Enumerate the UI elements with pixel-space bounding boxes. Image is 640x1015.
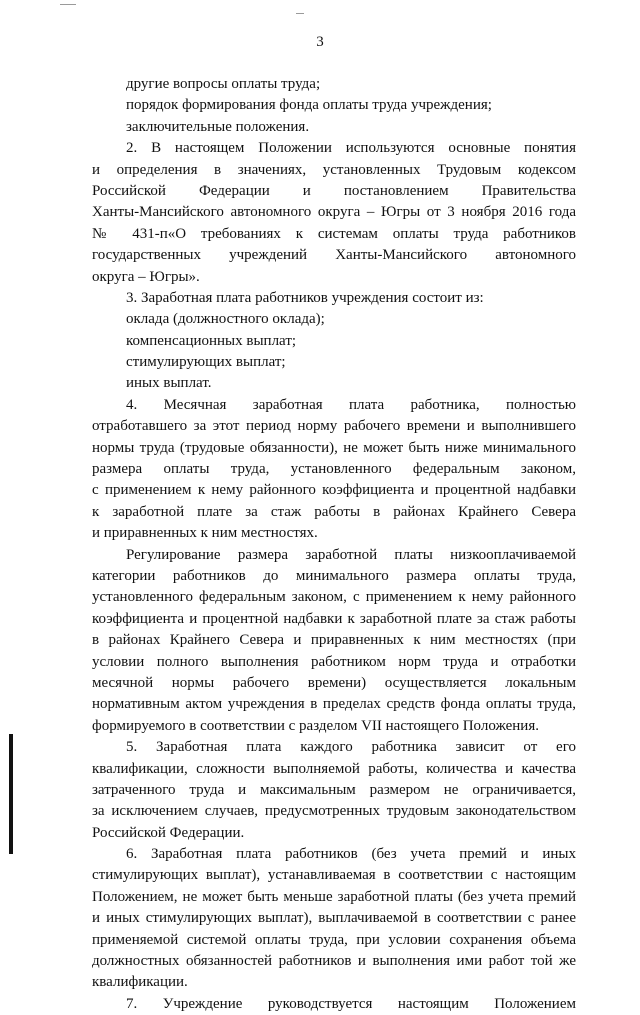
text-line: Российской Федерации. xyxy=(92,824,245,841)
text-line: Регулирование размера заработной платы низкооплачиваемой xyxy=(126,546,576,563)
text-line: нормы труда (трудовые обязанности), не может быть ниже минимального xyxy=(92,439,576,456)
text-line: квалификации. xyxy=(92,974,188,991)
text-line: заключительные положения. xyxy=(126,118,310,135)
text-line: 6. Заработная плата работников (без учета премий и иных xyxy=(126,846,576,863)
document-body xyxy=(92,74,576,1015)
text-line: Ханты-Мансийского автономного округа – Югры от 3 ноября 2016 года xyxy=(92,204,576,221)
margin-scan-bar xyxy=(9,734,13,854)
text-line: № 431-п«О требованиях к системам оплаты труда работников xyxy=(92,225,576,242)
text-line: оклада (должностного оклада); xyxy=(126,311,325,328)
scan-artifact-mark xyxy=(60,4,76,5)
text-line: и иных стимулирующих выплат), выплачиваемой в соответствии с ранее xyxy=(92,910,576,927)
text-line: коэффициента и процентной надбавки к заработной плате за стаж работы xyxy=(92,610,576,627)
text-line: 4. Месячная заработная плата работника, полностью xyxy=(126,396,576,413)
text-line: формируемого в соответствии с разделом VII настоящего Положения. xyxy=(92,717,539,734)
text-line: 5. Заработная плата каждого работника зависит от его xyxy=(126,739,576,756)
text-line: нормативным актом учреждения в пределах средств фонда оплаты труда, xyxy=(92,696,576,713)
text-line: за исключением случаев, предусмотренных трудовым законодательством xyxy=(92,803,576,820)
text-line: Российской Федерации и постановлением Правительства xyxy=(92,182,576,199)
text-line: категории работников до минимального размера оплаты труда, xyxy=(92,567,576,584)
text-line: Положением, не может быть меньше заработной платы (без учета премий xyxy=(92,888,576,905)
text-line: государственных учреждений Ханты-Мансийского автономного xyxy=(92,247,576,264)
text-line: и определения в значениях, установленных Трудовым кодексом xyxy=(92,161,576,178)
text-line: стимулирующих выплат; xyxy=(126,354,286,371)
text-line: месячной нормы рабочего времени) осуществляется локальным xyxy=(92,674,576,691)
text-line: размера оплаты труда, установленного федеральным законом, xyxy=(92,461,576,478)
text-line: должностных обязанностей работников и выполнения ими работ той же xyxy=(92,953,576,970)
text-line: в районах Крайнего Севера и приравненных к ним местностях (при xyxy=(92,632,576,649)
text-line: отработавшего за этот период норму рабочего времени и выполнившего xyxy=(92,418,576,435)
text-line: компенсационных выплат; xyxy=(126,332,297,349)
text-line: условии полного выполнения работником норм труда и отработки xyxy=(92,653,576,670)
text-line: к заработной плате за стаж работы в районах Крайнего Севера xyxy=(92,503,576,520)
text-line: с применением к нему районного коэффициента и процентной надбавки xyxy=(92,482,576,499)
text-line: и приравненных к ним местностях. xyxy=(92,525,318,542)
text-line: стимулирующих выплат), устанавливаемая в соответствии с настоящим xyxy=(92,867,576,884)
text-line: 2. В настоящем Положении используются основные понятия xyxy=(126,140,576,157)
text-line: округа – Югры». xyxy=(92,268,200,285)
text-line: применяемой системой оплаты труда, при условии сохранения объема xyxy=(92,931,576,948)
text-line: установленного федеральным законом, с применением к нему районного xyxy=(92,589,576,606)
text-line: иных выплат. xyxy=(126,375,212,392)
scan-artifact-mark xyxy=(296,13,304,14)
page-number: 3 xyxy=(316,34,324,50)
text-line: квалификации, сложности выполняемой работы, количества и качества xyxy=(92,760,576,777)
text-line: 7. Учреждение руководствуется настоящим Положением xyxy=(126,995,576,1012)
text-line: затраченного труда и максимальным размером не ограничивается, xyxy=(92,781,576,798)
text-line: другие вопросы оплаты труда; xyxy=(126,76,321,92)
text-line: 3. Заработная плата работников учреждения состоит из: xyxy=(126,289,484,306)
text-line: порядок формирования фонда оплаты труда учреждения; xyxy=(126,97,492,114)
